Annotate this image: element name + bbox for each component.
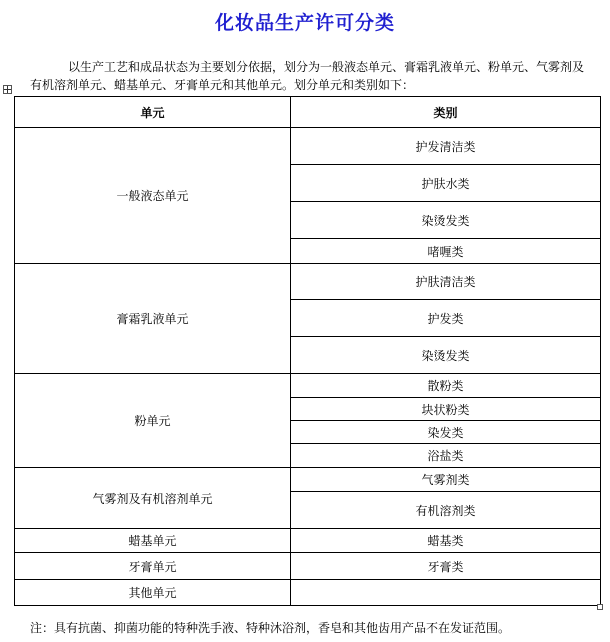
category-cell: 染烫发类	[291, 202, 601, 239]
unit-cell: 蜡基单元	[15, 529, 291, 553]
table-row	[15, 529, 601, 553]
unit-cell: 牙膏单元	[15, 553, 291, 580]
table-row	[15, 553, 601, 580]
table-row	[15, 374, 601, 398]
table-row	[15, 580, 601, 606]
classification-table	[14, 96, 601, 606]
table-header-row	[15, 97, 601, 128]
category-cell: 护肤清洁类	[291, 264, 601, 300]
table-resize-handle-icon[interactable]	[597, 604, 603, 610]
category-cell: 有机溶剂类	[291, 492, 601, 529]
header-unit: 单元	[15, 97, 291, 128]
page-title: 化妆品生产许可分类	[214, 12, 395, 34]
category-cell: 护肤水类	[291, 165, 601, 202]
category-cell: 护发清洁类	[291, 128, 601, 165]
intro-text: 以生产工艺和成品状态为主要划分依据，划分为一般液态单元、膏霜乳液单元、粉单元、气雾剂及有机溶剂单元、蜡基单元、牙膏单元和其他单元。划分单元和类别如下：	[30, 60, 585, 92]
category-cell: 啫喱类	[291, 239, 601, 264]
table-row	[15, 128, 601, 165]
intro-paragraph	[30, 58, 590, 94]
category-cell: 块状粉类	[291, 398, 601, 421]
category-cell: 护发类	[291, 300, 601, 337]
category-cell	[291, 580, 601, 606]
category-cell: 染烫发类	[291, 337, 601, 374]
category-cell: 散粉类	[291, 374, 601, 398]
header-category: 类别	[291, 97, 601, 128]
unit-cell: 膏霜乳液单元	[15, 264, 291, 374]
unit-cell: 气雾剂及有机溶剂单元	[15, 468, 291, 529]
category-cell: 浴盐类	[291, 444, 601, 468]
table-row	[15, 264, 601, 300]
category-cell: 牙膏类	[291, 553, 601, 580]
category-cell: 蜡基类	[291, 529, 601, 553]
footnote: 注：具有抗菌、抑菌功能的特种洗手液、特种沐浴剂，香皂和其他齿用产品不在发证范围。	[30, 621, 511, 635]
unit-cell: 其他单元	[15, 580, 291, 606]
table-move-handle-icon[interactable]	[3, 85, 12, 94]
category-cell: 染发类	[291, 421, 601, 444]
unit-cell: 粉单元	[15, 374, 291, 468]
unit-cell: 一般液态单元	[15, 128, 291, 264]
category-cell: 气雾剂类	[291, 468, 601, 492]
table-row	[15, 468, 601, 492]
